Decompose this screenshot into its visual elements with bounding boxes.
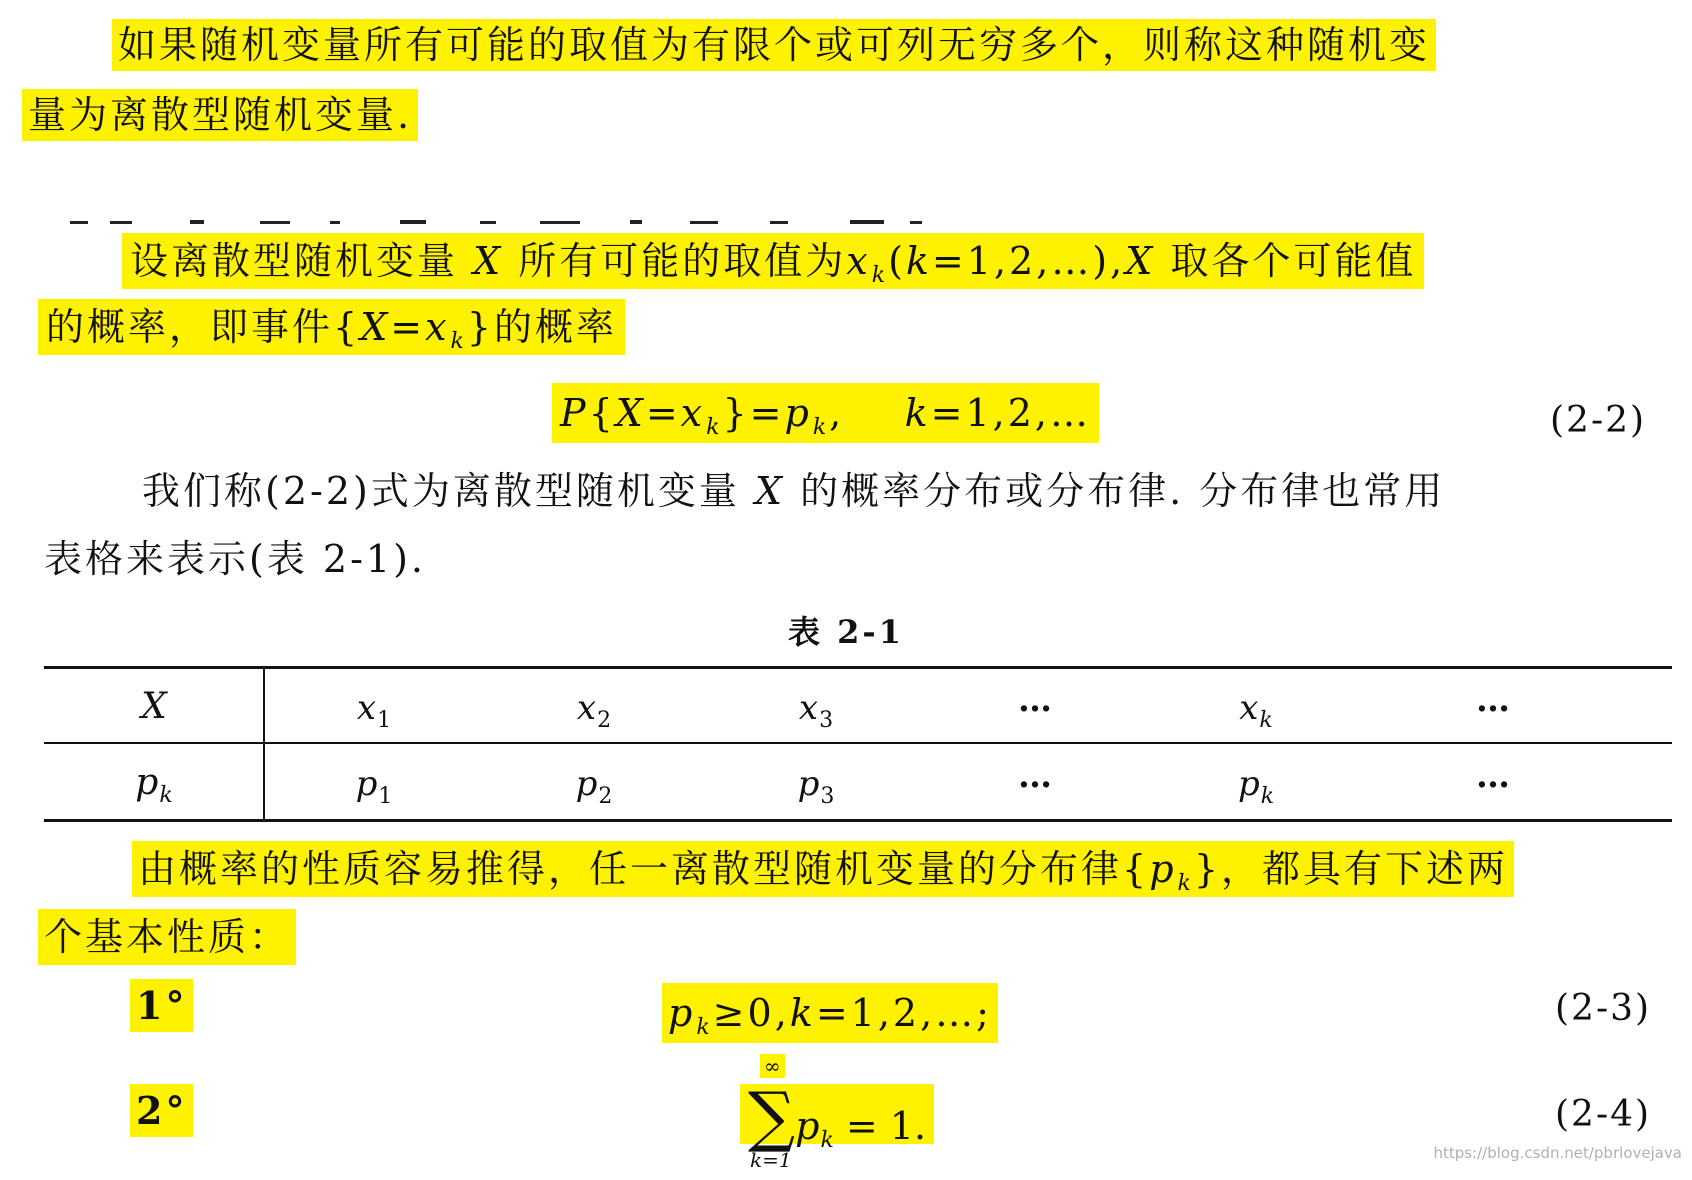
para2-var-k: k: [905, 239, 932, 283]
property-2-marker-text: 2°: [130, 1084, 193, 1137]
para4-text-a: 由概率的性质容易推得，任一离散型随机变量的分布律{: [138, 847, 1150, 891]
para2-var-x2: X: [1125, 239, 1156, 283]
cell-base: x: [576, 688, 597, 728]
sum-upper-limit: ∞: [760, 1054, 785, 1078]
table-header-x-text: X: [141, 686, 167, 727]
para2-line2-highlight: [38, 299, 625, 355]
para4-sub-k: k: [1177, 871, 1194, 896]
para4-line1: [132, 846, 1514, 907]
eq22-sub-k1: k: [706, 415, 723, 440]
prop2-sub-k: k: [820, 1128, 834, 1153]
cell-sub: 2: [598, 784, 613, 809]
eq22-P: P: [560, 391, 589, 435]
table-bottom-rule: [44, 819, 1672, 822]
table-header-x: [74, 686, 234, 727]
eq22-p: p: [784, 391, 812, 435]
table-header-p-sub: k: [159, 783, 173, 808]
cell-base: …: [1018, 756, 1054, 796]
para2-text-e: 取各个可能值: [1170, 239, 1417, 283]
table-cell-p2: [514, 764, 674, 809]
table-vertical-rule: [263, 666, 265, 820]
cell-sub: 3: [819, 708, 834, 733]
cell-base: p: [797, 764, 820, 804]
table-cell-x3: [736, 688, 896, 733]
para2-var-x: X: [473, 239, 504, 283]
cell-sub: 3: [820, 784, 835, 809]
para3-line1: [142, 468, 1445, 514]
table-cell-p3: [736, 764, 896, 809]
equation-label-2-2: (2-2): [1550, 400, 1647, 441]
cell-sub: k: [1259, 708, 1273, 733]
cell-base: x: [1239, 688, 1259, 728]
sum-lower-limit: k=1: [750, 1148, 792, 1172]
equation-2-2: [552, 390, 1099, 451]
para2-line2: [38, 304, 625, 365]
para2-line2-a: 的概率，即事件{: [46, 305, 361, 349]
para2-line2-k: k: [450, 329, 467, 354]
cell-sub: 2: [597, 708, 612, 733]
table-cell-ellipsis-1: [956, 680, 1116, 720]
scan-residue: [70, 217, 930, 227]
sum-highlight: [740, 1078, 934, 1155]
para2-line2-xk: x: [425, 305, 450, 349]
property-2-formula: [740, 1054, 970, 1174]
eq22-lbrace: {: [588, 391, 616, 435]
para4-line1-highlight: [132, 841, 1514, 897]
table-cell-x1: [294, 688, 454, 733]
property-1-marker-text: 1°: [130, 979, 193, 1032]
para1-line2-text: 量为离散型随机变量.: [22, 89, 418, 141]
property-1-highlight: [662, 983, 998, 1043]
para2-text-d: =1,2,…),: [931, 239, 1126, 283]
table-cell-pk: [1176, 764, 1336, 809]
cell-base: …: [1476, 680, 1512, 720]
para4-line2-text: 个基本性质：: [38, 909, 296, 965]
equation-2-2-highlight: [552, 383, 1099, 443]
prop1-sub-k: k: [696, 1015, 713, 1040]
eq22-rest: =1,2,…: [930, 391, 1091, 435]
cell-base: p: [1237, 764, 1260, 804]
watermark: https://blog.csdn.net/pbrlovejava: [1433, 1144, 1682, 1162]
prop2-p: p: [795, 1104, 820, 1148]
cell-sub: 1: [378, 784, 393, 809]
cell-base: …: [1018, 680, 1054, 720]
table-top-rule: [44, 666, 1672, 669]
para2-sub-k: k: [871, 263, 889, 288]
para3-line2: [44, 536, 426, 582]
para2-line1: [122, 238, 1424, 299]
para2-var-xk: x: [846, 239, 871, 283]
eq22-k: k: [904, 391, 931, 435]
prop1-p: p: [668, 991, 696, 1035]
eq22-X: X: [615, 391, 646, 435]
para1-line1: [112, 22, 1436, 68]
cell-base: …: [1476, 756, 1512, 796]
property-1-marker: [130, 983, 193, 1029]
para4-line2: [38, 914, 296, 960]
prop1-rest: =1,2,…;: [815, 991, 992, 1035]
para2-paren: (: [888, 239, 906, 283]
cell-sub: k: [1260, 784, 1275, 809]
para2-line1-highlight: [122, 233, 1424, 289]
para4-text-b: }，都具有下述两: [1193, 847, 1509, 891]
eq22-equals: =: [645, 391, 681, 435]
sigma-icon: ∑: [748, 1078, 796, 1155]
eq22-sub-k2: k: [812, 415, 830, 440]
para3-text-b: 的概率分布或分布律. 分布律也常用: [800, 469, 1446, 513]
cell-base: p: [575, 764, 598, 804]
eq22-x: x: [680, 391, 706, 435]
table-cell-xk: [1176, 688, 1336, 733]
para1-line1-text: 如果随机变量所有可能的取值为有限个或可列无穷多个，则称这种随机变: [112, 19, 1436, 71]
prop1-k: k: [789, 991, 816, 1035]
table-header-p: p: [135, 762, 159, 803]
eq22-rbrace: }=: [722, 391, 785, 435]
equation-label-2-4: (2-4): [1555, 1094, 1652, 1135]
para3-text-a: 我们称(2-2)式为离散型随机变量: [142, 469, 740, 513]
cell-base: x: [356, 688, 377, 728]
para3-line2-text: 表格来表示(表 2-1).: [44, 537, 427, 581]
para2-text-a: 设离散型随机变量: [130, 239, 459, 283]
table-cell-p1: [294, 764, 454, 809]
table-cell-ellipsis-2: [1414, 680, 1574, 720]
para2-line2-c: }的概率: [466, 305, 618, 349]
table-cell-ellipsis-3: [956, 756, 1116, 796]
table-header-pk: [74, 762, 234, 808]
cell-sub: 1: [377, 708, 392, 733]
equation-label-2-3: (2-3): [1555, 988, 1652, 1029]
para4-p: p: [1149, 847, 1177, 891]
property-1-formula: [662, 990, 998, 1051]
property-2-marker: [130, 1088, 193, 1134]
prop1-geq: ≥0,: [712, 991, 790, 1035]
cell-base: p: [355, 764, 378, 804]
prop2-rest: = 1.: [833, 1104, 927, 1148]
table-middle-rule: [44, 742, 1672, 744]
para2-text-b: 所有可能的取值为: [518, 239, 847, 283]
para1-line2: [22, 92, 418, 138]
para2-line2-x: X: [360, 305, 391, 349]
table-cell-ellipsis-4: [1414, 756, 1574, 796]
distribution-table: [44, 666, 1672, 822]
para2-line2-eq: =: [390, 305, 426, 349]
cell-base: x: [798, 688, 819, 728]
table-title: 表 2-1: [788, 613, 904, 651]
eq22-comma: ,: [829, 391, 845, 435]
para3-var-x: X: [754, 469, 786, 513]
table-cell-x2: [514, 688, 674, 733]
